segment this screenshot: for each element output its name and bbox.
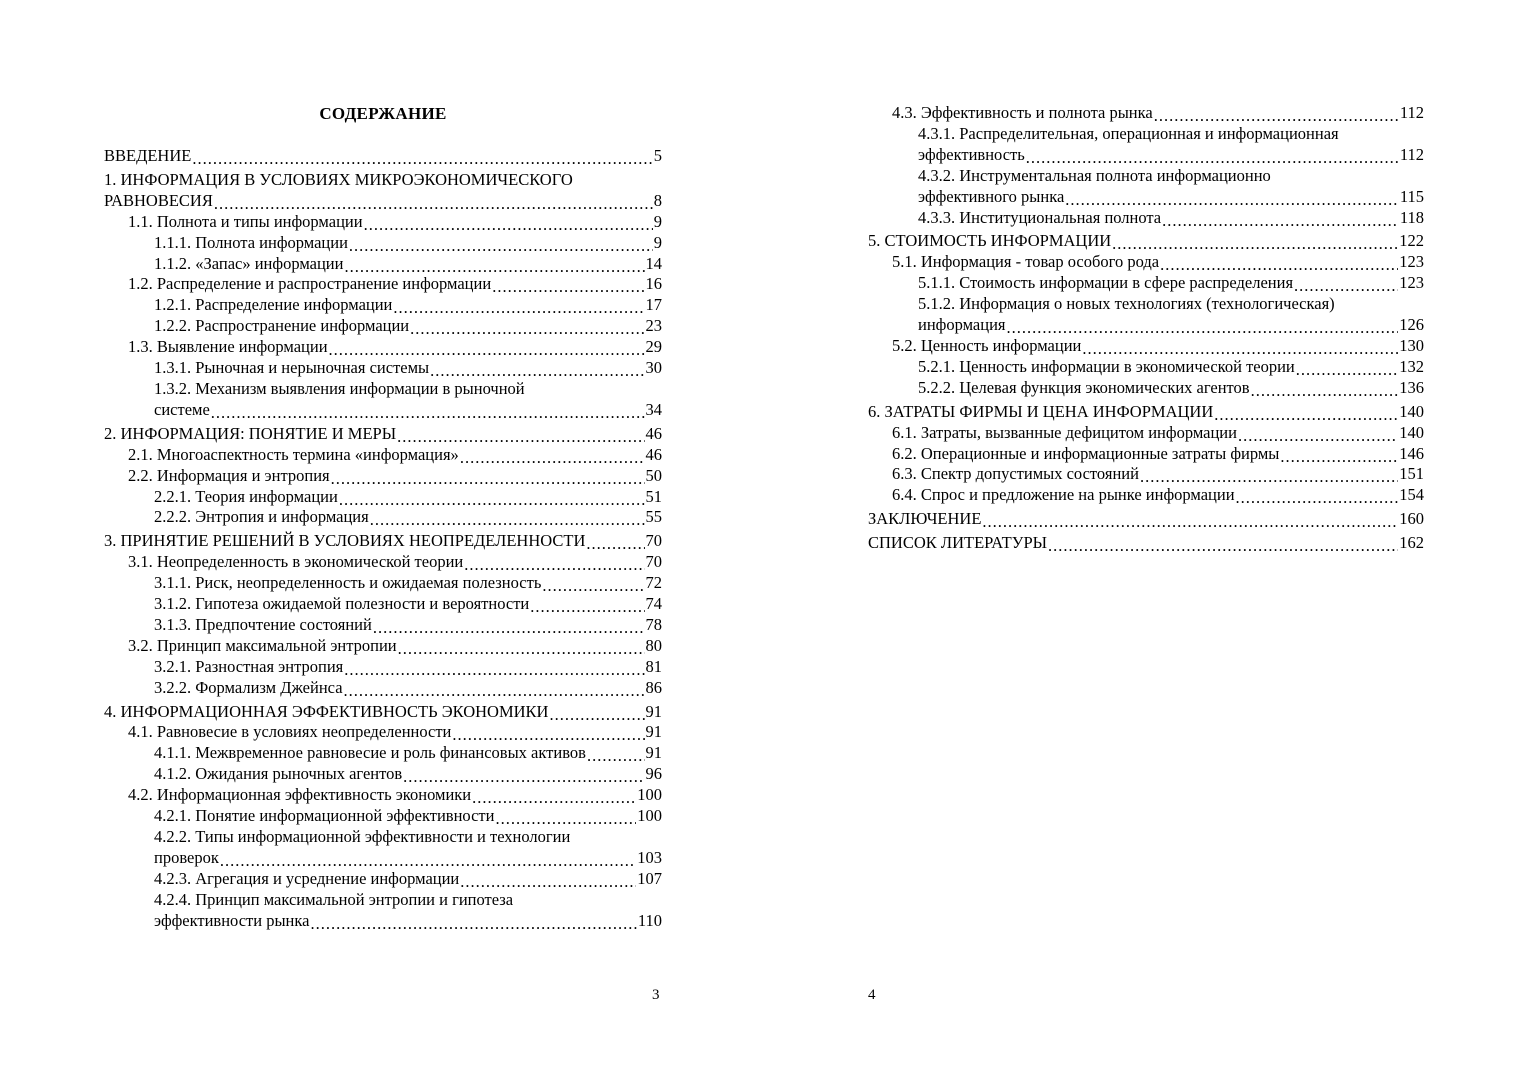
toc-entry-page: 30 — [645, 358, 662, 378]
toc-entry — [104, 806, 662, 827]
toc-entry — [104, 487, 662, 508]
toc-entry-text: 4.3.2. Инструментальная полнота информационно — [918, 165, 1271, 185]
dot-leader — [373, 619, 645, 636]
toc-entry-text: 4.2. Информационная эффективность экономики — [128, 785, 472, 805]
dot-leader — [192, 150, 652, 167]
toc-entry-text: системе — [154, 399, 210, 419]
toc-entry — [104, 785, 662, 806]
toc-entry — [104, 146, 662, 167]
toc-entry-text: 4.1.1. Межвременное равновесие и роль финансовых активов — [154, 743, 586, 763]
toc-entry — [104, 678, 662, 699]
toc-entry-text: 4.3.1. Распределительная, операционная и информационная — [918, 123, 1339, 143]
toc-entry-page: 160 — [1399, 509, 1424, 529]
dot-leader — [344, 661, 644, 678]
dot-leader — [344, 258, 644, 275]
toc-entry — [868, 423, 1424, 444]
toc-entry — [104, 316, 662, 337]
right-page — [868, 0, 1424, 1080]
toc-entry — [104, 636, 662, 657]
toc-entry-text: 1.1. Полнота и типы информации — [128, 211, 363, 231]
toc-entry-text: СПИСОК ЛИТЕРАТУРЫ — [868, 533, 1048, 553]
dot-leader — [1294, 278, 1398, 295]
toc-entry-page: 123 — [1399, 252, 1424, 272]
dot-leader — [310, 915, 636, 932]
toc-entry-text: 4.2.2. Типы информационной эффективности и технологии — [154, 827, 571, 846]
toc-entry-text: 6.4. Спрос и предложение на рынке информации — [892, 485, 1235, 505]
toc-entry — [104, 657, 662, 678]
toc-entry-page: 122 — [1399, 231, 1424, 251]
toc-entry-text: 4.2.3. Агрегация и усреднение информации — [154, 868, 460, 888]
toc-entry-text: ВВЕДЕНИЕ — [104, 146, 192, 165]
dot-leader — [220, 852, 636, 869]
dot-leader — [530, 598, 644, 615]
toc-entry — [868, 208, 1424, 229]
dot-leader — [587, 748, 645, 765]
toc-entry — [868, 485, 1424, 506]
dot-leader — [1112, 236, 1398, 253]
page-number: 4 — [868, 987, 876, 1003]
toc-entry-text: эффективность — [918, 144, 1025, 164]
dot-leader — [472, 790, 636, 807]
dot-leader — [397, 428, 644, 445]
dot-leader — [349, 237, 653, 254]
toc-entry-page: 78 — [645, 614, 662, 634]
toc-entry-page: 140 — [1399, 422, 1424, 442]
toc-entry-page: 70 — [645, 531, 662, 551]
toc-entry-page: 110 — [637, 910, 662, 930]
toc-entry-text: 4.3.3. Институциональная полнота — [918, 207, 1162, 227]
toc-entry — [868, 357, 1424, 378]
toc-entry-text: 4. ИНФОРМАЦИОННАЯ ЭФФЕКТИВНОСТЬ ЭКОНОМИКИ — [104, 701, 549, 721]
toc-entry-page: 9 — [653, 232, 662, 252]
toc-entry — [104, 890, 662, 932]
toc-entry-page: 86 — [645, 677, 662, 697]
toc-entry-page: 100 — [637, 785, 662, 805]
toc-entry-page: 118 — [1399, 207, 1424, 227]
toc-entry-text: 3.2. Принцип максимальной энтропии — [128, 635, 397, 655]
toc-list — [104, 143, 662, 932]
dot-leader — [586, 536, 644, 553]
toc-entry — [868, 103, 1424, 124]
dot-leader — [211, 404, 645, 421]
toc-entry-page: 72 — [645, 573, 662, 593]
toc-entry-page: 9 — [653, 211, 662, 231]
toc-entry-text: 4.1.2. Ожидания рыночных агентов — [154, 764, 403, 784]
toc-entry — [104, 233, 662, 254]
toc-entry-page: 126 — [1399, 315, 1424, 335]
dot-leader — [1251, 382, 1399, 399]
toc-entry — [868, 402, 1424, 423]
toc-entry-page: 107 — [637, 868, 662, 888]
toc-entry-text: 1.3.1. Рыночная и нерыночная системы — [154, 358, 430, 378]
dot-leader — [1154, 107, 1399, 124]
toc-entry-text: 2. ИНФОРМАЦИЯ: ПОНЯТИЕ И МЕРЫ — [104, 423, 397, 443]
dot-leader — [1238, 427, 1398, 444]
toc-entry — [104, 615, 662, 636]
toc-entry — [104, 379, 662, 421]
dot-leader — [403, 769, 644, 786]
toc-entry-page: 100 — [637, 806, 662, 826]
toc-entry-page: 136 — [1399, 377, 1424, 397]
toc-entry-page: 14 — [645, 253, 662, 273]
toc-entry-page: 80 — [645, 635, 662, 655]
toc-entry-page: 50 — [645, 465, 662, 485]
toc-entry-text: 3.1.3. Предпочтение состояний — [154, 614, 372, 634]
toc-entry-text: ЗАКЛЮЧЕНИЕ — [868, 509, 982, 529]
toc-entry-text: 1.2. Распределение и распространение информации — [128, 274, 492, 294]
toc-entry-page: 23 — [645, 316, 662, 336]
toc-entry-text: 6.2. Операционные и информационные затраты фирмы — [892, 443, 1280, 463]
toc-entry — [104, 722, 662, 743]
toc-entry — [868, 231, 1424, 252]
dot-leader — [398, 640, 645, 657]
toc-entry-text: 4.2.1. Понятие информационной эффективности — [154, 806, 495, 826]
toc-entry-text: 4.2.4. Принцип максимальной энтропии и гипотеза — [154, 889, 514, 909]
toc-entry — [104, 466, 662, 487]
toc-entry-text: 5.1.2. Информация о новых технологиях (технологическая) — [918, 294, 1335, 314]
toc-entry-text: 6.1. Затраты, вызванные дефицитом информации — [892, 422, 1237, 442]
dot-leader — [214, 195, 653, 212]
toc-entry — [868, 509, 1424, 530]
dot-leader — [1162, 212, 1399, 229]
toc-entry-page: 91 — [645, 743, 662, 763]
dot-leader — [1160, 257, 1398, 274]
toc-entry — [104, 254, 662, 275]
dot-leader — [492, 279, 644, 296]
toc-entry-text: 1.3.2. Механизм выявления информации в рыночной — [154, 378, 525, 398]
toc-entry — [868, 166, 1424, 208]
toc-entry-text: 5.1. Информация - товар особого рода — [892, 252, 1160, 272]
toc-entry-text: 5.2.1. Ценность информации в экономической теории — [918, 356, 1295, 376]
dot-leader — [364, 216, 653, 233]
dot-leader — [1026, 149, 1399, 166]
toc-entry — [104, 764, 662, 785]
toc-entry-page: 162 — [1399, 533, 1424, 553]
toc-entry-page: 46 — [645, 423, 662, 443]
toc-entry — [104, 827, 662, 869]
toc-entry-page: 130 — [1399, 335, 1424, 355]
toc-entry-text: 6.3. Спектр допустимых состояний — [892, 464, 1139, 484]
toc-entry-text: 2.2. Информация и энтропия — [128, 465, 330, 485]
toc-entry-text: 1.1.1. Полнота информации — [154, 232, 348, 252]
dot-leader — [464, 557, 644, 574]
toc-entry-page: 74 — [645, 594, 662, 614]
dot-leader — [495, 811, 636, 828]
toc-entry — [104, 507, 662, 528]
toc-entry-text: 1.2.2. Распространение информации — [154, 316, 410, 336]
toc-entry — [868, 252, 1424, 273]
toc-entry-page: 112 — [1399, 144, 1424, 164]
page-number: 3 — [652, 987, 660, 1003]
toc-entry-page: 151 — [1399, 464, 1424, 484]
toc-entry-text: 1.1.2. «Запас» информации — [154, 253, 344, 273]
toc-entry-page: 34 — [645, 399, 662, 419]
dot-leader — [1280, 448, 1398, 465]
toc-entry — [104, 702, 662, 723]
toc-entry-text: 2.2.1. Теория информации — [154, 486, 338, 506]
toc-entry-text: эффективного рынка — [918, 186, 1065, 206]
toc-entry — [104, 743, 662, 764]
dot-leader — [331, 470, 645, 487]
dot-leader — [329, 342, 645, 359]
toc-entry — [104, 358, 662, 379]
dot-leader — [1065, 191, 1399, 208]
toc-entry-page: 154 — [1399, 485, 1424, 505]
toc-entry — [104, 170, 662, 212]
toc-entry-page: 146 — [1399, 443, 1424, 463]
dot-leader — [460, 449, 645, 466]
toc-entry — [868, 273, 1424, 294]
toc-entry-page: 70 — [645, 552, 662, 572]
toc-entry-page: 132 — [1399, 356, 1424, 376]
toc-title: СОДЕРЖАНИЕ — [319, 104, 447, 123]
toc-entry-page: 16 — [645, 274, 662, 294]
toc-entry-text: информация — [918, 315, 1006, 335]
left-page — [104, 0, 662, 1080]
toc-entry — [104, 424, 662, 445]
dot-leader — [1296, 361, 1398, 378]
dot-leader — [1236, 490, 1399, 507]
toc-entry — [868, 294, 1424, 336]
dot-leader — [339, 491, 645, 508]
toc-entry-page: 103 — [637, 847, 662, 867]
toc-entry-text: проверок — [154, 847, 219, 867]
toc-entry-page: 51 — [645, 486, 662, 506]
toc-entry — [104, 274, 662, 295]
toc-entry-page: 123 — [1399, 273, 1424, 293]
toc-entry-text: 3.1.1. Риск, неопределенность и ожидаемая полезность — [154, 573, 542, 593]
dot-leader — [452, 727, 644, 744]
toc-entry — [868, 336, 1424, 357]
toc-entry — [104, 573, 662, 594]
toc-entry-text: 3.1.2. Гипотеза ожидаемой полезности и вероятности — [154, 594, 530, 614]
toc-entry — [868, 124, 1424, 166]
toc-entry — [868, 464, 1424, 485]
toc-entry-text: 2.2.2. Энтропия и информация — [154, 507, 369, 527]
toc-entry — [104, 869, 662, 890]
dot-leader — [549, 706, 644, 723]
toc-entry-text: 3.2.1. Разностная энтропия — [154, 656, 344, 676]
toc-entry-text: 4.3. Эффективность и полнота рынка — [892, 103, 1153, 122]
dot-leader — [460, 873, 636, 890]
toc-entry — [104, 594, 662, 615]
toc-entry — [868, 533, 1424, 554]
toc-entry — [104, 445, 662, 466]
toc-entry — [104, 337, 662, 358]
dot-leader — [1048, 538, 1398, 555]
toc-entry-page: 5 — [653, 146, 662, 165]
toc-entry — [104, 531, 662, 552]
toc-entry-text: 5.2.2. Целевая функция экономических агентов — [918, 377, 1250, 397]
toc-entry-text: 1. ИНФОРМАЦИЯ В УСЛОВИЯХ МИКРОЭКОНОМИЧЕСКОГО — [104, 169, 573, 189]
toc-entry-text: 1.2.1. Распределение информации — [154, 295, 393, 315]
dot-leader — [410, 321, 644, 338]
toc-entry-text: эффективности рынка — [154, 910, 310, 930]
dot-leader — [344, 682, 645, 699]
dot-leader — [982, 514, 1398, 531]
toc-entry-text: 2.1. Многоаспектность термина «информация» — [128, 444, 459, 464]
toc-entry-page: 140 — [1399, 401, 1424, 421]
toc-entry-text: 5.2. Ценность информации — [892, 335, 1082, 355]
dot-leader — [1140, 469, 1398, 486]
toc-entry-text: 4.1. Равновесие в условиях неопределенности — [128, 722, 452, 742]
toc-entry-text: 3.1. Неопределенность в экономической теории — [128, 552, 464, 572]
dot-leader — [1082, 340, 1398, 357]
dot-leader — [1214, 406, 1398, 423]
dot-leader — [370, 512, 645, 529]
toc-entry-page: 115 — [1399, 186, 1424, 206]
toc-entry-text: 5.1.1. Стоимость информации в сфере распределения — [918, 273, 1294, 293]
toc-entry — [868, 444, 1424, 465]
dot-leader — [542, 578, 644, 595]
dot-leader — [430, 362, 644, 379]
toc-entry — [104, 212, 662, 233]
toc-entry — [104, 295, 662, 316]
toc-entry-page: 8 — [653, 190, 662, 210]
toc-entry-text: 6. ЗАТРАТЫ ФИРМЫ И ЦЕНА ИНФОРМАЦИИ — [868, 401, 1214, 421]
toc-entry-page: 46 — [645, 444, 662, 464]
dot-leader — [1007, 319, 1399, 336]
toc-entry-text: 1.3. Выявление информации — [128, 337, 328, 357]
toc-entry-page: 29 — [645, 337, 662, 357]
toc-entry-page: 55 — [645, 507, 662, 527]
toc-entry-page: 91 — [645, 701, 662, 721]
toc-entry-page: 81 — [645, 656, 662, 676]
toc-entry-text: 5. СТОИМОСТЬ ИНФОРМАЦИИ — [868, 231, 1112, 251]
toc-entry — [868, 378, 1424, 399]
toc-entry-text: 3. ПРИНЯТИЕ РЕШЕНИЙ В УСЛОВИЯХ НЕОПРЕДЕЛЕННОСТИ — [104, 531, 586, 551]
toc-entry-text: РАВНОВЕСИЯ — [104, 190, 213, 210]
toc-entry-page: 96 — [645, 764, 662, 784]
toc-list — [868, 103, 1424, 554]
toc-entry-text: 3.2.2. Формализм Джейнса — [154, 677, 343, 697]
dot-leader — [393, 300, 644, 317]
toc-entry-page: 91 — [645, 722, 662, 742]
toc-entry-page: 112 — [1399, 103, 1424, 122]
toc-entry — [104, 552, 662, 573]
toc-entry-page: 17 — [645, 295, 662, 315]
